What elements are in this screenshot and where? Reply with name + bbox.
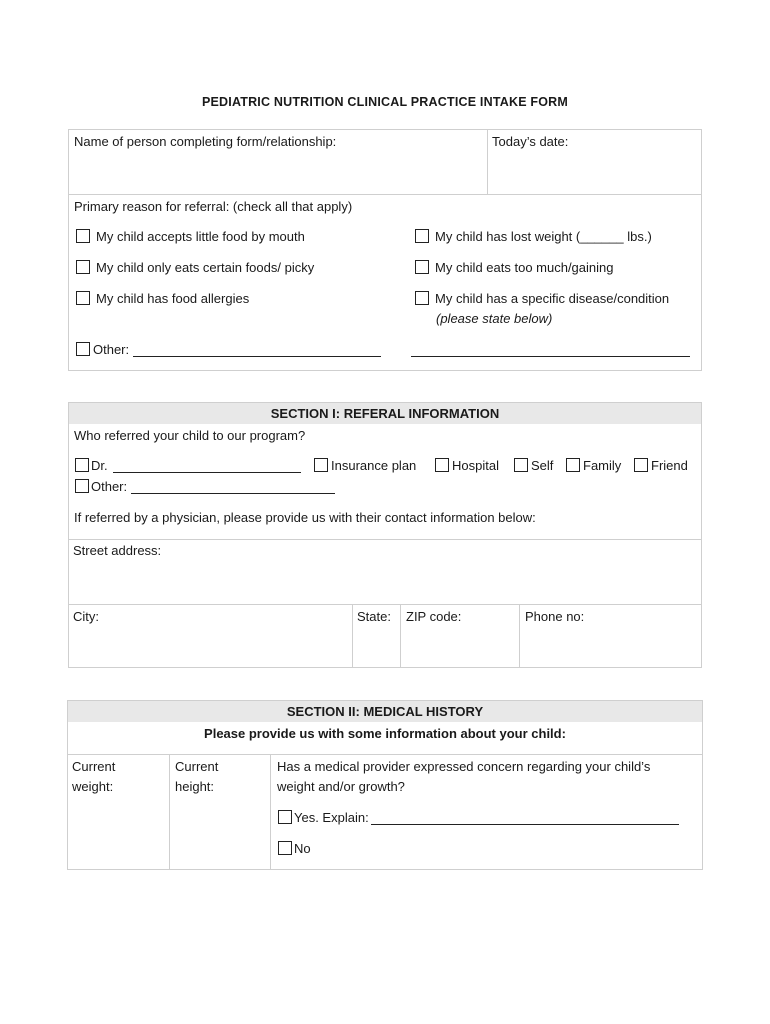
- who-referred-label: Who referred your child to our program?: [74, 428, 306, 443]
- intro-column-divider: [487, 129, 488, 195]
- option-lost-weight: My child has lost weight (______ lbs.): [435, 229, 652, 244]
- section2-heading: SECTION II: MEDICAL HISTORY: [286, 704, 484, 719]
- weight-label-line1: Current: [72, 759, 116, 774]
- state-field[interactable]: [354, 627, 398, 665]
- checkbox-no[interactable]: [278, 841, 292, 855]
- zip-label: ZIP code:: [406, 609, 462, 624]
- height-label-line2: height:: [175, 779, 215, 794]
- no-label: No: [294, 841, 311, 856]
- checkbox-insurance[interactable]: [314, 458, 328, 472]
- yes-label: Yes. Explain:: [294, 810, 369, 825]
- dr-name-line[interactable]: [113, 472, 301, 473]
- phone-label: Phone no:: [525, 609, 585, 624]
- section2-row-divider: [67, 754, 703, 755]
- checkbox-friend[interactable]: [634, 458, 648, 472]
- checkbox-little-food[interactable]: [76, 229, 90, 243]
- height-question-divider: [270, 754, 271, 870]
- referral-reason-label: Primary reason for referral: (check all that apply): [74, 199, 353, 214]
- physician-prompt: If referred by a physician, please provide us with their contact information below:: [74, 510, 536, 525]
- name-field[interactable]: [70, 152, 484, 192]
- checkbox-hospital[interactable]: [435, 458, 449, 472]
- city-label: City:: [73, 609, 99, 624]
- checkbox-yes[interactable]: [278, 810, 292, 824]
- checkbox-picky[interactable]: [76, 260, 90, 274]
- other-reason-label: Other:: [93, 342, 130, 357]
- weight-label-line2: weight:: [72, 779, 114, 794]
- option-picky: My child only eats certain foods/ picky: [96, 260, 315, 275]
- option-food-allergies: My child has food allergies: [96, 291, 250, 306]
- hospital-label: Hospital: [452, 458, 499, 473]
- concern-question-line2: weight and/or growth?: [277, 779, 405, 794]
- checkbox-disease[interactable]: [415, 291, 429, 305]
- other-referral-label: Other:: [91, 479, 128, 494]
- section1-heading: SECTION I: REFERAL INFORMATION: [270, 406, 500, 421]
- yes-explain-line[interactable]: [371, 824, 679, 825]
- other-reason-line[interactable]: [133, 356, 381, 357]
- state-zip-divider: [400, 604, 401, 668]
- city-row-divider: [68, 604, 702, 605]
- street-row-divider: [68, 539, 702, 540]
- disease-note: (please state below): [436, 311, 553, 326]
- disease-line[interactable]: [411, 356, 690, 357]
- self-label: Self: [531, 458, 554, 473]
- option-disease: My child has a specific disease/condition: [435, 291, 670, 306]
- checkbox-eats-too-much[interactable]: [415, 260, 429, 274]
- checkbox-dr[interactable]: [75, 458, 89, 472]
- checkbox-food-allergies[interactable]: [76, 291, 90, 305]
- section2-subheading: Please provide us with some information about your child:: [204, 726, 566, 741]
- street-label: Street address:: [73, 543, 162, 558]
- zip-phone-divider: [519, 604, 520, 668]
- name-label: Name of person completing form/relationship:: [74, 134, 337, 149]
- other-referral-line[interactable]: [131, 493, 335, 494]
- checkbox-lost-weight[interactable]: [415, 229, 429, 243]
- dr-label: Dr.: [91, 458, 108, 473]
- date-field[interactable]: [490, 152, 698, 192]
- form-title: PEDIATRIC NUTRITION CLINICAL PRACTICE INTAKE FORM: [201, 95, 569, 109]
- checkbox-self[interactable]: [514, 458, 528, 472]
- family-label: Family: [583, 458, 622, 473]
- checkbox-other-referral[interactable]: [75, 479, 89, 493]
- height-field[interactable]: [172, 800, 267, 866]
- friend-label: Friend: [651, 458, 688, 473]
- date-label: Today’s date:: [492, 134, 569, 149]
- zip-field[interactable]: [402, 627, 517, 665]
- insurance-label: Insurance plan: [331, 458, 417, 473]
- checkbox-other-reason[interactable]: [76, 342, 90, 356]
- option-little-food: My child accepts little food by mouth: [96, 229, 305, 244]
- weight-height-divider: [169, 754, 170, 870]
- weight-field[interactable]: [70, 800, 166, 866]
- state-label: State:: [357, 609, 391, 624]
- option-eats-too-much: My child eats too much/gaining: [435, 260, 614, 275]
- street-field[interactable]: [70, 562, 700, 602]
- checkbox-family[interactable]: [566, 458, 580, 472]
- intro-row-divider: [68, 194, 702, 195]
- concern-question-line1: Has a medical provider expressed concern regarding your child’s: [277, 759, 651, 774]
- city-state-divider: [352, 604, 353, 668]
- height-label-line1: Current: [175, 759, 219, 774]
- city-field[interactable]: [70, 627, 350, 665]
- phone-field[interactable]: [521, 627, 700, 665]
